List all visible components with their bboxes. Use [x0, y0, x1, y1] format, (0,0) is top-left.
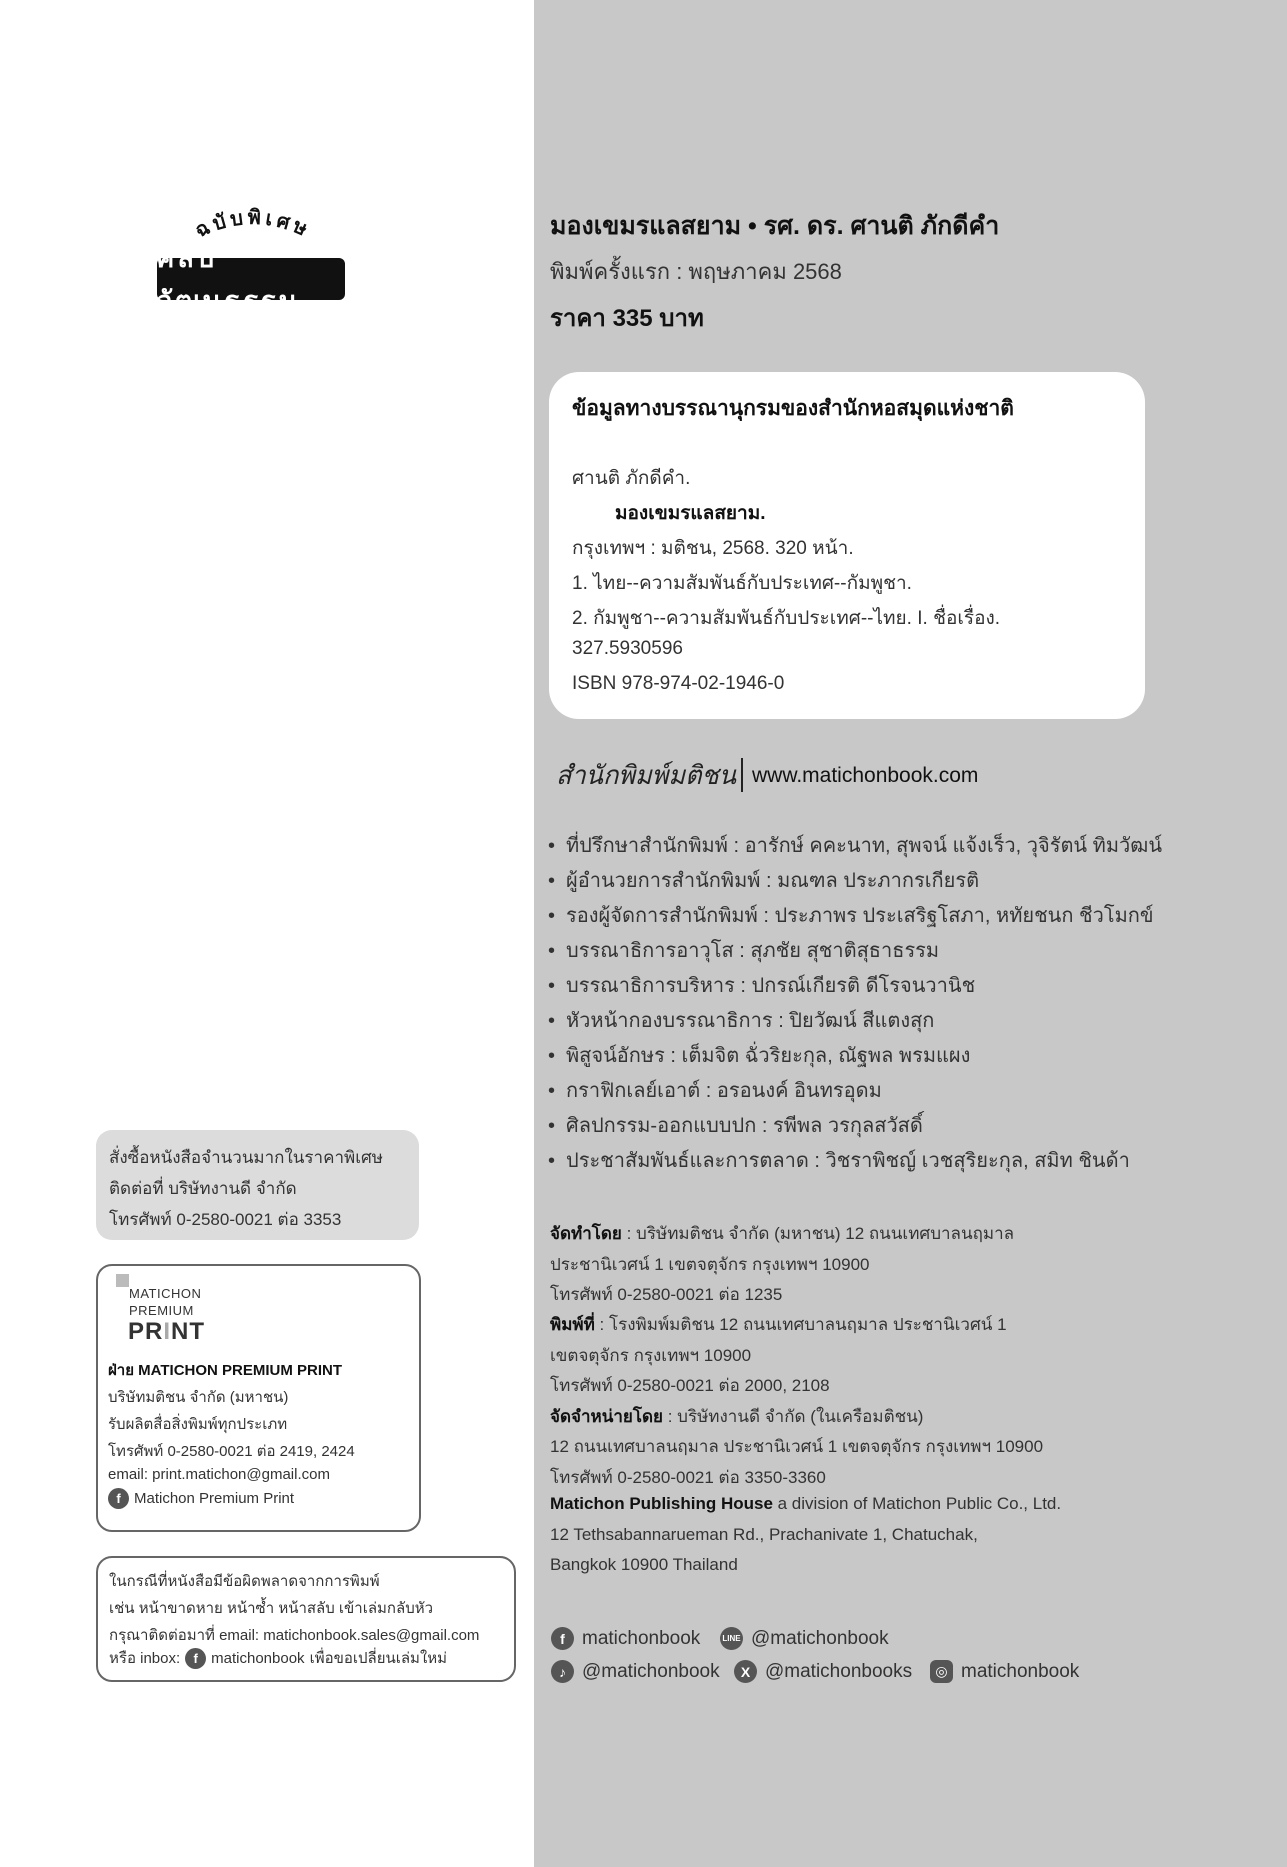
premium-logo-word-3: PRINT: [128, 1318, 206, 1345]
social-line[interactable]: [720, 1627, 889, 1650]
catalog-author: ศานติ ภักดีคำ.: [572, 468, 691, 489]
distributed-by-line-1: จัดจำหน่ายโดย : บริษัทงานดี จำกัด (ในเครือมติชน): [550, 1407, 924, 1426]
x-icon: X: [734, 1660, 757, 1683]
staff-item: • ผู้อำนวยการสำนักพิมพ์ : มณฑล ประภากรเกียรติ: [548, 864, 1162, 899]
staff-item: • กราฟิกเลย์เอาต์ : อรอนงค์ อินทรอุดม: [548, 1074, 1162, 1109]
errata-line-4: หรือ inbox: f matichonbook เพื่อขอเปลี่ยนเล่มใหม่: [109, 1649, 448, 1667]
english-publisher-line: Matichon Publishing House a division of Matichon Public Co., Ltd.: [550, 1494, 1062, 1513]
facebook-icon: f: [108, 1488, 129, 1509]
bulk-order-box: [96, 1130, 419, 1240]
premium-logo-square: [116, 1274, 129, 1287]
premium-facebook[interactable]: [108, 1488, 294, 1509]
catalog-subject-1: 1. ไทย--ความสัมพันธ์กับประเทศ--กัมพูชา.: [572, 573, 912, 594]
errata-facebook-link[interactable]: matichonbook: [211, 1649, 305, 1667]
errata-line-3: กรุณาติดต่อมาที่ email: matichonbook.sales@gmail.com: [109, 1627, 480, 1644]
catalog-imprint: กรุงเทพฯ : มติชน, 2568. 320 หน้า.: [572, 538, 854, 559]
bulk-order-line-2: ติดต่อที่ บริษัทงานดี จำกัด: [109, 1179, 297, 1198]
premium-print-box: [96, 1264, 421, 1532]
distributed-by-line-3: โทรศัพท์ 0-2580-0021 ต่อ 3350-3360: [550, 1468, 826, 1487]
premium-facebook-label: Matichon Premium Print: [134, 1490, 295, 1507]
staff-item: • บรรณาธิการอาวุโส : สุภชัย สุชาติสุธาธรรม: [548, 934, 1162, 969]
catalog-title: มองเขมรแลสยาม.: [615, 503, 766, 524]
svg-text:ฉบับพิเศษ: ฉบับพิเศษ: [191, 204, 315, 243]
catalog-card: [549, 372, 1145, 719]
book-title-line: มองเขมรแลสยาม • รศ. ดร. ศานติ ภักดีคำ: [550, 212, 1000, 240]
premium-company: บริษัทมติชน จำกัด (มหาชน): [108, 1389, 289, 1406]
staff-item: • ประชาสัมพันธ์และการตลาด : วิชราพิชญ์ เวชสุริยะกุล, สมิท ชินด้า: [548, 1144, 1162, 1179]
line-icon: LINE: [720, 1627, 743, 1650]
errata-line-1: ในกรณีที่หนังสือมีข้อผิดพลาดจากการพิมพ์: [109, 1573, 380, 1590]
social-x[interactable]: [734, 1660, 912, 1683]
distributed-by-line-2: 12 ถนนเทศบาลนฤมาล ประชานิเวศน์ 1 เขตจตุจักร กรุงเทพฯ 10900: [550, 1437, 1044, 1456]
distributed-by-label: จัดจำหน่ายโดย: [550, 1407, 663, 1426]
social-line-label: @matichonbook: [751, 1627, 889, 1649]
catalog-heading: ข้อมูลทางบรรณานุกรมของสำนักหอสมุดแห่งชาติ: [572, 397, 1014, 420]
social-instagram[interactable]: [930, 1660, 1079, 1683]
catalog-classification: 327.5930596: [572, 638, 683, 659]
staff-item: • บรรณาธิการบริหาร : ปกรณ์เกียรติ ดีโรจนวานิช: [548, 969, 1162, 1004]
errata-box: [96, 1556, 516, 1682]
premium-logo-word-1: MATICHON: [129, 1286, 202, 1301]
tiktok-icon: ♪: [551, 1660, 574, 1683]
staff-item: • หัวหน้ากองบรรณาธิการ : ปิยวัฒน์ สีแตงสุก: [548, 1004, 1162, 1039]
premium-phone: โทรศัพท์ 0-2580-0021 ต่อ 2419, 2424: [108, 1443, 355, 1460]
staff-item: • ที่ปรึกษาสำนักพิมพ์ : อารักษ์ คคะนาท, สุพจน์ แจ้งเร็ว, วุจิรัตน์ ทิมวัฒน์: [548, 829, 1162, 864]
premium-service: รับผลิตสื่อสิ่งพิมพ์ทุกประเภท: [108, 1416, 288, 1433]
social-tiktok-label: @matichonbook: [582, 1660, 720, 1682]
catalog-isbn: ISBN 978-974-02-1946-0: [572, 673, 785, 694]
facebook-icon: f: [551, 1627, 574, 1650]
book-price: ราคา 335 บาท: [550, 305, 704, 332]
premium-logo-word-2: PREMIUM: [129, 1303, 194, 1318]
premium-dept: ฝ่าย MATICHON PREMIUM PRINT: [108, 1362, 343, 1379]
social-tiktok[interactable]: [551, 1660, 720, 1683]
social-facebook-label: matichonbook: [582, 1627, 701, 1649]
produced-by-label: จัดทำโดย: [550, 1224, 622, 1243]
produced-by-line-1: จัดทำโดย : บริษัทมติชน จำกัด (มหาชน) 12 ถนนเทศบาลนฤมาล: [550, 1224, 1015, 1243]
brand-divider: [741, 758, 743, 792]
staff-item: • รองผู้จัดการสำนักพิมพ์ : ประภาพร ประเสริฐโสภา, หทัยชนก ชีวโมกข์: [548, 899, 1162, 934]
svg-text:สำนักพิมพ์มติชน: สำนักพิมพ์มติชน: [556, 761, 738, 791]
english-address-line-1: 12 Tethsabannarueman Rd., Prachanivate 1, Chatuchak,: [550, 1525, 978, 1544]
publisher-website-link[interactable]: www.matichonbook.com: [752, 764, 979, 787]
edition-logo-text: ศิลปวัฒนธรรม: [157, 243, 300, 316]
bulk-order-line-1: สั่งซื้อหนังสือจำนวนมากในราคาพิเศษ: [109, 1148, 384, 1167]
staff-list: [548, 829, 1162, 1179]
printed-at-line-2: เขตจตุจักร กรุงเทพฯ 10900: [550, 1346, 752, 1365]
catalog-subject-2: 2. กัมพูชา--ความสัมพันธ์กับประเทศ--ไทย. I. ชื่อเรื่อง.: [572, 608, 1001, 629]
staff-item: • พิสูจน์อักษร : เต็มจิต ฉั่วริยะกุล, ณัฐพล พรมแผง: [548, 1039, 1162, 1074]
staff-item: • ศิลปกรรม-ออกแบบปก : รพีพล วรกุลสวัสดิ์: [548, 1109, 1162, 1144]
english-publisher-name: Matichon Publishing House: [550, 1494, 773, 1513]
facebook-icon: f: [185, 1648, 206, 1669]
produced-by-line-3: โทรศัพท์ 0-2580-0021 ต่อ 1235: [550, 1285, 783, 1304]
social-facebook[interactable]: [551, 1627, 700, 1650]
errata-line-2: เช่น หน้าขาดหาย หน้าซ้ำ หน้าสลับ เข้าเล่มกลับหัว: [109, 1600, 434, 1617]
printed-at-line-1: พิมพ์ที่ : โรงพิมพ์มติชน 12 ถนนเทศบาลนฤมาล ประชานิเวศน์ 1: [550, 1315, 1007, 1334]
produced-by-line-2: ประชานิเวศน์ 1 เขตจตุจักร กรุงเทพฯ 10900: [550, 1255, 870, 1274]
english-address-line-2: Bangkok 10900 Thailand: [550, 1555, 738, 1574]
printed-at-line-3: โทรศัพท์ 0-2580-0021 ต่อ 2000, 2108: [550, 1376, 830, 1395]
bulk-order-line-3: โทรศัพท์ 0-2580-0021 ต่อ 3353: [109, 1210, 342, 1229]
printed-at-label: พิมพ์ที่: [550, 1315, 595, 1334]
social-instagram-label: matichonbook: [961, 1660, 1080, 1682]
publisher-signature-logo: [552, 750, 742, 800]
premium-email[interactable]: email: print.matichon@gmail.com: [108, 1466, 330, 1483]
instagram-icon: ◎: [930, 1660, 953, 1683]
edition-logo-box: [157, 243, 345, 316]
book-printing: พิมพ์ครั้งแรก : พฤษภาคม 2568: [550, 259, 842, 284]
social-x-label: @matichonbooks: [765, 1660, 913, 1682]
